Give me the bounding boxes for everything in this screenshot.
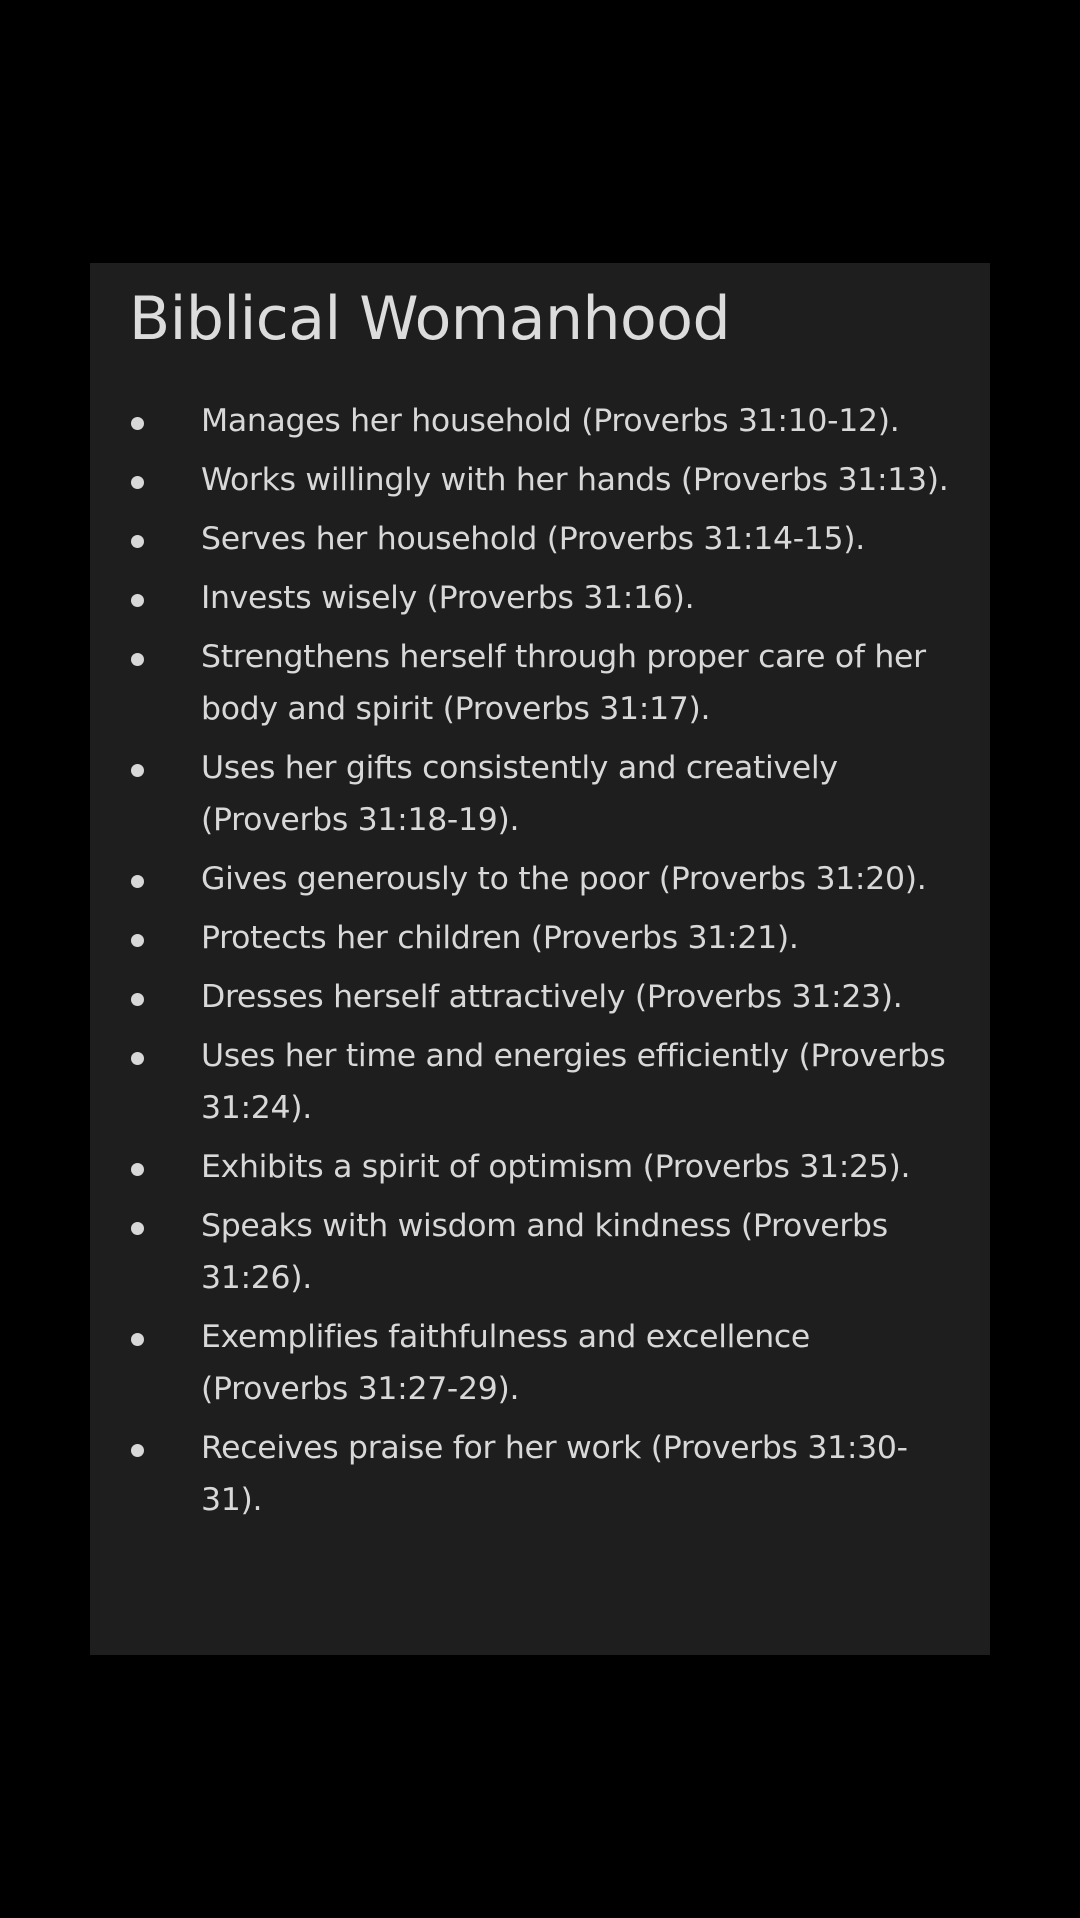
card-title: Biblical Womanhood — [129, 284, 731, 354]
list-item-text: Exemplifies faithfulness and excellence (Proverbs 31:27-29). — [201, 1319, 810, 1407]
bullet-icon — [129, 853, 161, 905]
list-item-text: Serves her household (Proverbs 31:14-15). — [201, 521, 865, 557]
list-item — [129, 853, 960, 905]
note-card — [90, 263, 990, 1655]
list-item-text: Strengthens herself through proper care of her body and spirit (Proverbs 31:17). — [201, 639, 926, 727]
list-item-text: Gives generously to the poor (Proverbs 31:20). — [201, 861, 927, 897]
bullet-icon — [129, 395, 161, 447]
list-item-text: Works willingly with her hands (Proverbs 31:13). — [201, 462, 949, 498]
list-item-text: Speaks with wisdom and kindness (Proverbs 31:26). — [201, 1208, 888, 1296]
list-item-text: Invests wisely (Proverbs 31:16). — [201, 580, 695, 616]
bullet-icon — [129, 1200, 161, 1252]
list-item — [129, 513, 960, 565]
bullet-icon — [129, 513, 161, 565]
list-item-text: Dresses herself attractively (Proverbs 31:23). — [201, 979, 903, 1015]
list-item — [129, 912, 960, 964]
list-item-text: Receives praise for her work (Proverbs 31:30-31). — [201, 1430, 908, 1518]
bullet-icon — [129, 454, 161, 506]
bullet-icon — [129, 1311, 161, 1363]
list-item-text: Protects her children (Proverbs 31:21). — [201, 920, 799, 956]
list-item-text: Manages her household (Proverbs 31:10-12). — [201, 403, 900, 439]
list-item — [129, 1200, 960, 1304]
bullet-icon — [129, 742, 161, 794]
list-item — [129, 742, 960, 846]
list-item-text: Uses her time and energies efficiently (Proverbs 31:24). — [201, 1038, 946, 1126]
list-item — [129, 1030, 960, 1134]
bullet-icon — [129, 971, 161, 1023]
list-item — [129, 572, 960, 624]
list-item — [129, 971, 960, 1023]
list-item — [129, 395, 960, 447]
list-item-text: Exhibits a spirit of optimism (Proverbs 31:25). — [201, 1149, 911, 1185]
bullet-icon — [129, 912, 161, 964]
list-item-text: Uses her gifts consistently and creatively (Proverbs 31:18-19). — [201, 750, 838, 838]
bullet-icon — [129, 572, 161, 624]
bullet-icon — [129, 1030, 161, 1082]
bullet-list — [129, 395, 960, 1526]
bullet-icon — [129, 631, 161, 683]
list-item — [129, 1311, 960, 1415]
list-item — [129, 1422, 960, 1526]
list-item — [129, 631, 960, 735]
list-item — [129, 454, 960, 506]
bullet-icon — [129, 1422, 161, 1474]
list-item — [129, 1141, 960, 1193]
bullet-icon — [129, 1141, 161, 1193]
